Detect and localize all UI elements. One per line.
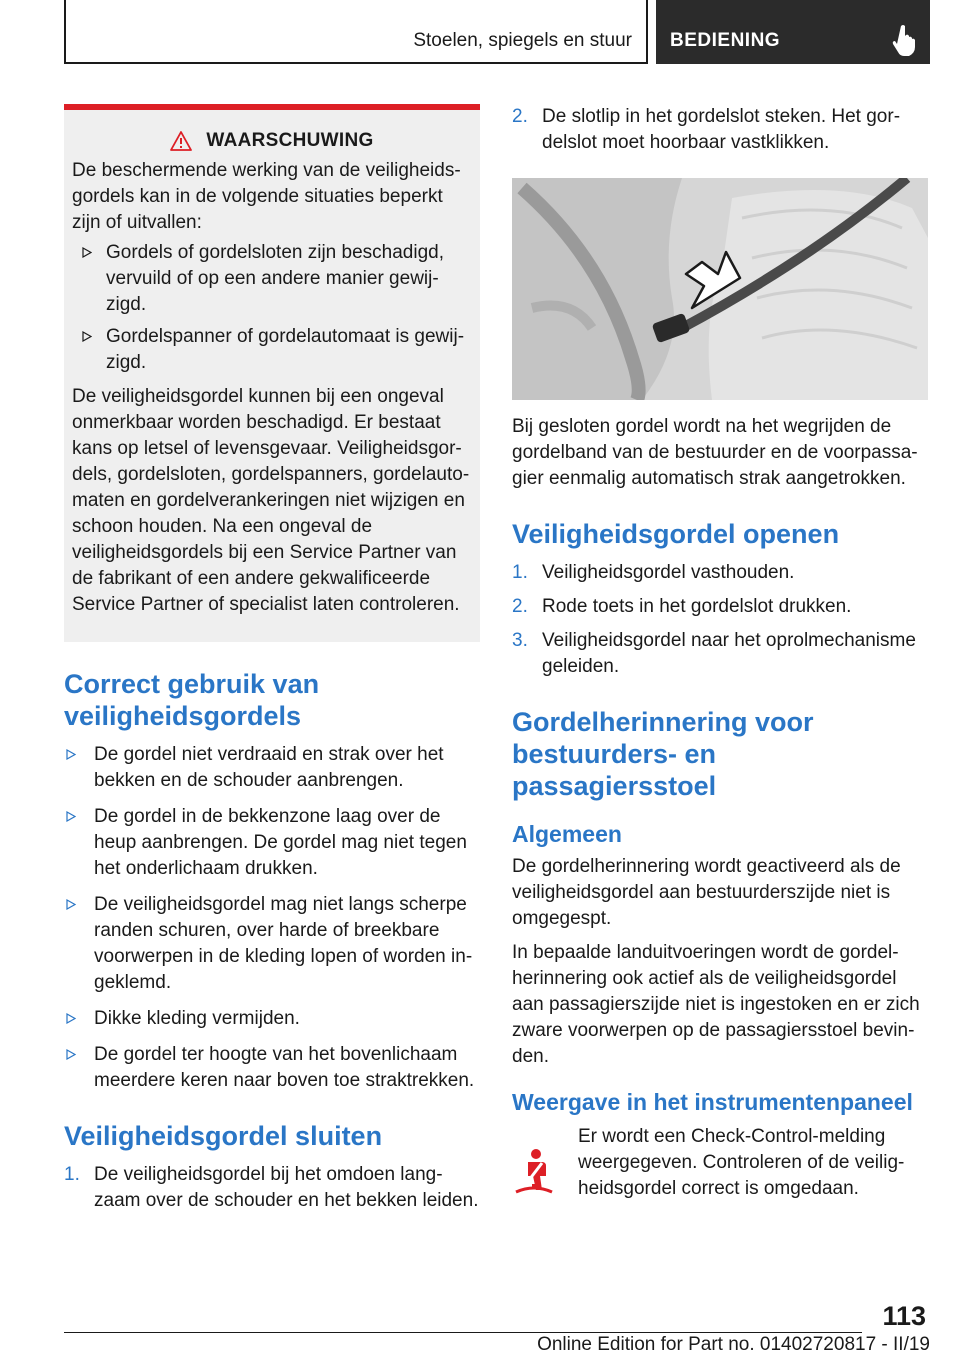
bullet-triangle-icon [66, 811, 76, 822]
fasten-heading: Veiligheidsgordel sluiten [64, 1121, 383, 1151]
correct-use-text: De gordel in de bekkenzone laag over de heup aanbrengen. De gordel mag niet tegen het onderlichaam drukken. [94, 806, 467, 879]
bullet-triangle-icon [82, 331, 92, 342]
step-text: De slotlip in het gordelslot steken. Het gordelslot moet hoorbaar vastklikken. [542, 106, 901, 153]
warning-title-text: WAARSCHUWING [206, 130, 374, 151]
correct-use-list [64, 742, 480, 1094]
reminder-heading: Gordelherinnering voor bestuurders- en passagiersstoel [512, 707, 814, 801]
correct-use-heading: Correct gebruik van veiligheidsgordels [64, 669, 320, 731]
warning-list-item [82, 324, 472, 376]
page-number: 113 [882, 1301, 926, 1331]
open-step [512, 628, 924, 680]
step-number: 3. [512, 630, 528, 651]
step-number: 1. [64, 1164, 80, 1185]
step-number: 1. [512, 562, 528, 583]
bullet-triangle-icon [66, 749, 76, 760]
open-step [512, 560, 924, 586]
warning-body: De veiligheidsgordel kunnen bij een ongeval onmerkbaar worden beschadigd. Er bestaat kans op letsel of levensgevaar. Veiligheidsgordels, gordelsloten, gordelspanners, gordelautomaten en gordelverankeringen niet wijzigen en schoon houden. Na een ongeval de veiligheidsgordels bij een Service Partner van de fabrikant of een andere gekwalificeerde Service Partner of specialist laten controleren. [72, 386, 470, 615]
display-text: Er wordt een Check-Control-melding weergegeven. Controleren of de veiligheidsgordel correct is omgedaan. [578, 1126, 905, 1199]
step-text: Veiligheidsgordel naar het oprolmechanisme geleiden. [542, 630, 916, 677]
hand-pointer-icon [892, 24, 918, 56]
correct-use-item [64, 1042, 480, 1094]
section-title: Stoelen, spiegels en stuur [413, 30, 632, 51]
chapter-tab-label: BEDIENING [670, 30, 781, 51]
running-header [64, 0, 648, 64]
step-text: De veiligheidsgordel bij het omdoen langzaam over de schouder en het bekken leiden. [94, 1164, 479, 1211]
step-text: Veiligheidsgordel vasthouden. [542, 562, 795, 583]
bullet-triangle-icon [66, 1013, 76, 1024]
bullet-triangle-icon [66, 899, 76, 910]
correct-use-text: De gordel niet verdraaid en strak over het bekken en de schouder aanbrengen. [94, 744, 444, 791]
fasten-step [64, 1162, 480, 1214]
correct-use-text: Dikke kleding vermijden. [94, 1008, 300, 1029]
open-step [512, 594, 924, 620]
fasten-step [512, 104, 924, 156]
display-callout [512, 1124, 924, 1202]
correct-use-text: De veiligheidsgordel mag niet langs scherpe randen schuren, over harde of breekbare voorwerpen in de kleding lopen of worden ingeklemd. [94, 894, 473, 993]
correct-use-item [64, 892, 480, 996]
warning-list-text: Gordelspanner of gordelautomaat is gewijzigd. [106, 326, 465, 373]
general-paragraph-1: De gordelherinnering wordt geactiveerd als de veiligheidsgordel aan bestuurderszijde niet is omgegespt. [512, 856, 901, 929]
fasten-steps [64, 1162, 480, 1214]
open-heading: Veiligheidsgordel openen [512, 519, 840, 549]
seatbelt-buckle-photo [512, 178, 928, 400]
after-photo-text: Bij gesloten gordel wordt na het wegrijden de gordelband van de bestuurder en de voorpassagier eenmalig automatisch strak aangetrokken. [512, 416, 918, 489]
general-paragraph-2: In bepaalde landuitvoeringen wordt de gordelherinnering ook actief als de veiligheidsgordel aan passagierszijde niet is ingestoken en er zich zware voorwerpen op de passagiersstoel bevinden. [512, 942, 920, 1067]
bullet-triangle-icon [82, 247, 92, 258]
step-number: 2. [512, 596, 528, 617]
correct-use-item [64, 742, 480, 794]
left-column [64, 104, 480, 1222]
warning-list-text: Gordels of gordelsloten zijn beschadigd, vervuild of op een andere manier gewijzigd. [106, 242, 444, 315]
warning-box [64, 104, 480, 642]
footer-edition: Online Edition for Part no. 01402720817 - II/19 [537, 1334, 930, 1355]
display-heading: Weergave in het instrumentenpaneel [512, 1089, 913, 1115]
correct-use-item [64, 1006, 480, 1032]
warning-triangle-icon [170, 131, 192, 151]
chapter-tab [656, 0, 930, 64]
correct-use-text: De gordel ter hoogte van het bovenlichaam meerdere keren naar boven toe straktrekken. [94, 1044, 475, 1091]
fasten-steps-continued [512, 104, 924, 156]
general-heading: Algemeen [512, 821, 622, 847]
step-number: 2. [512, 106, 528, 127]
warning-list [72, 240, 472, 376]
correct-use-item [64, 804, 480, 882]
seatbelt-warning-icon [512, 1148, 556, 1196]
warning-list-item [82, 240, 472, 318]
open-steps [512, 560, 924, 680]
step-text: Rode toets in het gordelslot drukken. [542, 596, 852, 617]
right-column [512, 104, 924, 1202]
warning-intro: De beschermende werking van de veiligheidsgordels kan in de volgende situaties beperkt zijn of uitvallen: [72, 160, 461, 233]
footer-rule [64, 1332, 862, 1333]
warning-title [72, 130, 472, 152]
bullet-triangle-icon [66, 1049, 76, 1060]
